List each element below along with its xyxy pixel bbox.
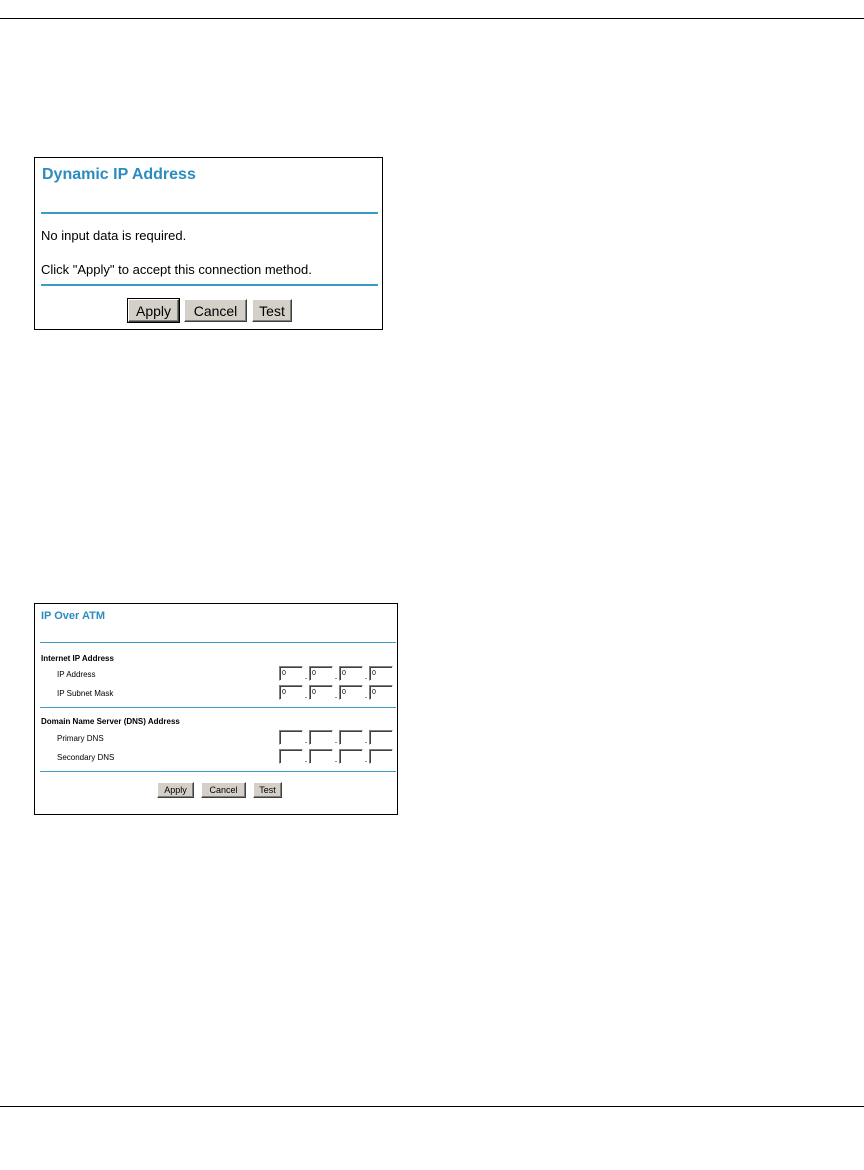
secondary-dns-octet-4[interactable] [369,749,393,764]
page-bottom-rule [0,1106,864,1107]
ip-address-octet-1[interactable] [279,666,303,681]
cancel-button[interactable]: Cancel [184,299,247,322]
secondary-dns-octet-3[interactable] [339,749,363,764]
secondary-dns-label: Secondary DNS [57,753,115,762]
primary-dns-field: . . . [279,730,393,745]
panel-title: Dynamic IP Address [42,166,196,183]
dynamic-ip-panel [34,157,383,330]
subnet-octet-1[interactable] [279,685,303,700]
divider [41,284,378,286]
page-top-rule [0,18,864,19]
test-button[interactable]: Test [252,299,292,322]
subnet-octet-3[interactable] [339,685,363,700]
ip-over-atm-panel [34,603,398,815]
test-button[interactable]: Test [253,782,282,798]
ip-address-label: IP Address [57,670,96,679]
divider [41,212,378,214]
divider [40,642,396,643]
divider [40,771,396,772]
subnet-octet-2[interactable] [309,685,333,700]
primary-dns-label: Primary DNS [57,734,104,743]
apply-button[interactable]: Apply [128,299,179,322]
ip-address-octet-2[interactable] [309,666,333,681]
divider [40,707,396,708]
instruction-text: Click "Apply" to accept this connection method. [41,262,312,277]
ip-address-octet-3[interactable] [339,666,363,681]
secondary-dns-octet-2[interactable] [309,749,333,764]
ip-address-octet-4[interactable] [369,666,393,681]
secondary-dns-field: . . . [279,749,393,764]
primary-dns-octet-2[interactable] [309,730,333,745]
apply-button[interactable]: Apply [157,782,194,798]
ip-address-field: 0 . 0 . 0 . 0 [279,666,393,681]
primary-dns-octet-4[interactable] [369,730,393,745]
info-text: No input data is required. [41,228,187,243]
secondary-dns-octet-1[interactable] [279,749,303,764]
primary-dns-octet-3[interactable] [339,730,363,745]
internet-ip-section-heading: Internet IP Address [41,654,114,663]
dns-section-heading: Domain Name Server (DNS) Address [41,717,180,726]
panel-title: IP Over ATM [41,610,105,622]
subnet-mask-label: IP Subnet Mask [57,689,114,698]
subnet-octet-4[interactable] [369,685,393,700]
cancel-button[interactable]: Cancel [201,782,246,798]
subnet-mask-field: 0 . 0 . 0 . 0 [279,685,393,700]
primary-dns-octet-1[interactable] [279,730,303,745]
